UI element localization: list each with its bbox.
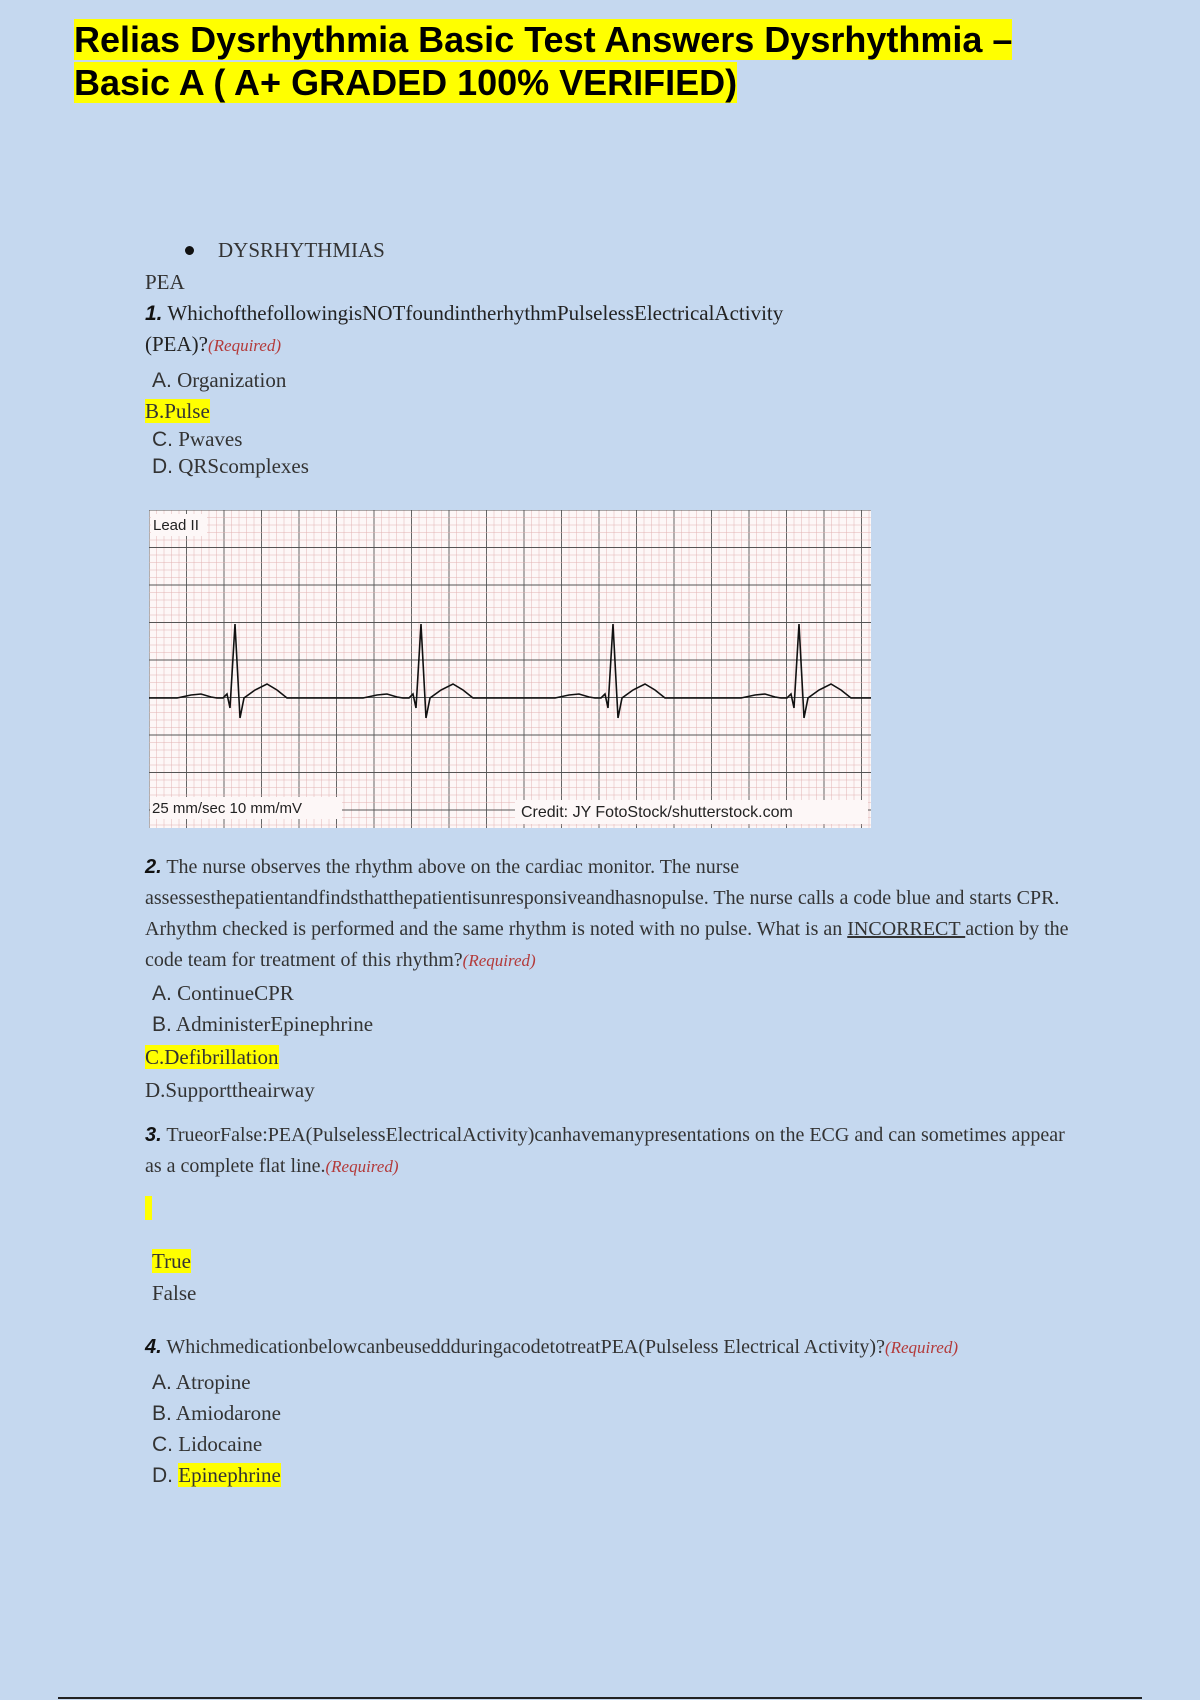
question-2-emphasis: INCORRECT <box>847 918 966 940</box>
question-2: 2. The nurse observes the rhythm above on the cardiac monitor. The nurse assessesthepatientandfindsthatthepatientisunresponsiveandhasnopulse. The nurse calls a code blue and starts CPR. Arhythm checked is performed and the same rhythm is noted with no pulse. What is an INCORRECT action by the code team for treatment of this rhythm?(Required) <box>145 856 1069 971</box>
question-1 <box>145 298 1075 361</box>
bullet-dot-icon <box>185 246 194 255</box>
required-label: (Required) <box>207 336 281 355</box>
ecg-background <box>149 510 871 828</box>
question-1-option-a: A. Organization <box>152 368 287 392</box>
required-label: (Required) <box>325 1157 399 1176</box>
question-1-option-d: D. QRScomplexes <box>152 454 309 478</box>
question-2-option-c-answer: C.Defibrillation <box>145 1045 279 1069</box>
title-line-1: Relias Dysrhythmia Basic Test Answers Dysrhythmia – <box>74 19 1013 60</box>
question-3-option-false: False <box>152 1281 197 1305</box>
title-line-2: Basic A ( A+ GRADED 100% VERIFIED) <box>74 62 738 103</box>
ecg-credit: Credit: JY FotoStock/shutterstock.com <box>521 804 793 821</box>
document-title <box>74 18 1094 104</box>
section-bullet <box>145 234 1075 266</box>
question-4-option-a: A. Atropine <box>152 1370 251 1394</box>
question-3 <box>145 1120 1075 1182</box>
question-2-option-a: A. ContinueCPR <box>152 981 294 1005</box>
ecg-lead-label: Lead II <box>153 517 199 534</box>
section-subtitle: PEA <box>145 270 185 294</box>
question-1-text-line2: (PEA)? <box>145 332 208 356</box>
ecg-strip-image <box>149 510 871 828</box>
question-2-option-b: B. AdministerEpinephrine <box>152 1012 374 1036</box>
question-4-number: 4. <box>145 1336 162 1358</box>
required-label: (Required) <box>884 1338 958 1357</box>
question-4-option-b: B. Amiodarone <box>152 1401 281 1425</box>
question-1-option-c: C. Pwaves <box>152 427 243 451</box>
question-1-number: 1. <box>145 302 163 325</box>
question-4 <box>145 1332 1075 1363</box>
question-4-option-d: D. Epinephrine <box>152 1463 281 1487</box>
question-1-text-line1: WhichofthefollowingisNOTfoundintherhythmPulselessElectricalActivity <box>167 301 784 325</box>
question-1-option-b-answer: B.Pulse <box>145 399 210 423</box>
highlight-marker <box>145 1196 152 1220</box>
page-bottom-rule <box>58 1697 1142 1699</box>
required-label: (Required) <box>462 951 536 970</box>
question-2-text: The nurse observes the rhythm above on the cardiac monitor. The nurse assessesthepatientandfindsthatthepatientisunresponsiveandhasnopulse. The nurse calls a code blue and starts CPR. Arhythm checked is performed and the same rhythm is noted with no pulse. What is an <box>145 856 1060 940</box>
question-2-number: 2. <box>145 856 162 878</box>
question-4-text: WhichmedicationbelowcanbeuseddduringacodetotreatPEA(Pulseless Electrical Activity)? <box>161 1336 885 1358</box>
question-4-option-d-answer: Epinephrine <box>178 1463 281 1487</box>
question-3-number: 3. <box>145 1124 162 1146</box>
document-content <box>145 234 1075 1491</box>
section-bullet-text: DYSRHYTHMIAS <box>218 238 385 262</box>
question-3-text: TrueorFalse:PEA(PulselessElectricalActivity)canhavemanypresentations on the ECG and can sometimes appear as a complete flat line. <box>145 1124 1065 1177</box>
question-2-option-d: D.Supporttheairway <box>145 1078 315 1102</box>
question-4-option-c: C. Lidocaine <box>152 1432 263 1456</box>
ecg-scale-label: 25 mm/sec 10 mm/mV <box>152 800 303 817</box>
question-3-option-true-answer: True <box>152 1249 191 1273</box>
